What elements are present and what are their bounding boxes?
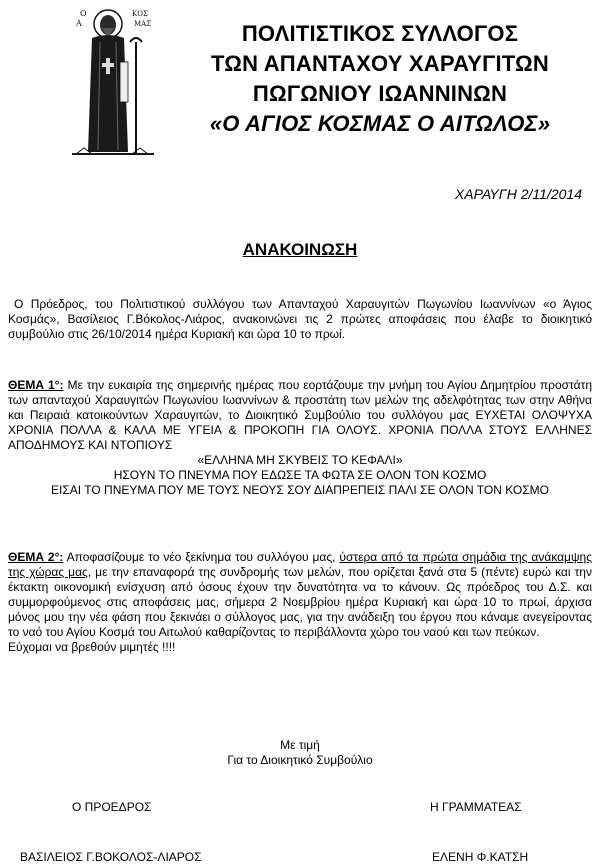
- saint-kosmas-icon: [62, 2, 162, 162]
- theme-1-section: [8, 378, 592, 498]
- theme-1-quote-1: «ΕΛΛΗΝΑ ΜΗ ΣΚΥΒΕΙΣ ΤΟ ΚΕΦΑΛΙ»: [197, 453, 403, 467]
- theme-2-text-underlined: ύστερα από τα πρώτα σημάδια της ανάκαμψης της χώρας μας: [8, 550, 592, 579]
- header-line-3: ΠΩΓΩΝΙΟΥ ΙΩΑΝΝΙΝΩΝ: [252, 81, 508, 106]
- header-line-1: ΠΟΛΙΤΙΣΤΙΚΟΣ ΣΥΛΛΟΓΟΣ: [241, 21, 519, 46]
- closing-block: [0, 738, 600, 768]
- theme-1-quote-3: ΕΙΣΑΙ ΤΟ ΠΝΕΥΜΑ ΠΟΥ ΜΕ ΤΟΥΣ ΝΕΟΥΣ ΣΟΥ ΔΙΑΠΡΕΠΕΙΣ ΠΑΛΙ ΣΕ ΟΛΟΝ ΤΟΝ ΚΟΣΜΟ: [51, 483, 549, 497]
- intro-text: Ο Πρόεδρος, του Πολιτιστικού συλλόγου των Απανταχού Χαραυγιτών Πωγωνίου Ιωαννίνων «ο Άγιος Κοσμάς», Βασίλειος Γ.Βόκολος-Λιάρος, ανακοινώνει τις 2 πρώτες αποφάσεις που έλαβε το διοικητικό συμβούλιο στις 26/10/2014 ημέρα Κυριακή και ώρα 10 το πρωί.: [8, 297, 592, 341]
- closing-line-2: Για το Διοικητικό Συμβούλιο: [227, 753, 373, 767]
- theme-2-text-a: Αποφασίζουμε το νέο ξεκίνημα του συλλόγου μας,: [66, 550, 336, 564]
- svg-text:Ο: Ο: [80, 9, 87, 18]
- document-date: ΧΑΡΑΥΓΗ 2/11/2014: [454, 186, 582, 202]
- theme-2-section: [8, 550, 592, 655]
- theme-2-label: ΘΕΜΑ 2°:: [8, 550, 64, 564]
- secretary-title: Η ΓΡΑΜΜΑΤΕΑΣ: [430, 800, 522, 814]
- president-title: Ο ΠΡΟΕΔΡΟΣ: [72, 800, 152, 814]
- header-line-4: «Ο ΑΓΙΟΣ ΚΟΣΜΑΣ Ο ΑΙΤΩΛΟΣ»: [209, 111, 551, 136]
- theme-1-label: ΘΕΜΑ 1°:: [8, 378, 64, 392]
- theme-2-closing-wish: Εύχομαι να βρεθούν μιμητές !!!!: [8, 640, 176, 654]
- theme-2-text-b: , με την επαναφορά της συνδρομής των μελών, που ορίζεται ξανά στα 5 (πέντε) ευρώ και την έκτακτη οικονομική ενίσχυση από όσους έχουν την δυνατότητα να το κάνουν. Ως πρόεδρος του Δ.Σ. και συμμορφούμενος στις αποφάσεις μας, σήμερα 2 Νοεμβρίου ημέρα Κυριακή και ώρα 10 το πρωί, άρχισα μόνος μου την νέα φάση που ξεκινάει ο σύλλογος μας, για την ανάδειξη του έργου που κάναμε ανεγείροντας το ναό του Αγίου Κοσμά του Αιτωλού καθαρίζοντας το περιβάλλοντα χώρο του ναού και των πεύκων.: [8, 565, 592, 639]
- theme-1-text: Με την ευκαιρία της σημερινής ημέρας που εορτάζουμε την μνήμη του Αγίου Δημητρίου προστάτη των απανταχού Χαραυγιτών Πωγωνίου Ιωαννίνων & προστάτη των μελών της αδελφότητας των στην Αθήνα και Πειραιά κατοικούντων Χαραυγιτών, το Διοικητικό Συμβούλιο του συλλόγου μας ΕΥΧΕΤΑΙ ΟΛΟΨΥΧΑ ΧΡΟΝΙΑ ΠΟΛΛΑ & ΚΑΛΑ ΜΕ ΥΓΕΙΑ & ΠΡΟΚΟΠΗ ΓΙΑ ΟΛΟΥΣ. ΧΡΟΝΙΑ ΠΟΛΛΑ ΣΤΟΥΣ ΕΛΛΗΝΕΣ ΑΠΟΔΗΜΟΥΣ ΚΑΙ ΝΤΟΠΙΟΥΣ: [8, 378, 592, 452]
- announcement-title: ΑΝΑΚΟΙΝΩΣΗ: [242, 240, 358, 259]
- president-name: ΒΑΣΙΛΕΙΟΣ Γ.ΒΟΚΟΛΟΣ-ΛΙΑΡΟΣ: [20, 850, 202, 864]
- theme-1-quote-2: ΗΣΟΥΝ ΤΟ ΠΝΕΥΜΑ ΠΟΥ ΕΔΩΣΕ ΤΑ ΦΩΤΑ ΣΕ ΟΛΟΝ ΤΟΝ ΚΟΣΜΟ: [113, 468, 487, 482]
- svg-text:ΚΟΣ: ΚΟΣ: [132, 10, 148, 18]
- secretary-name: ΕΛΕΝΗ Φ.ΚΑΤΣΗ: [432, 850, 529, 864]
- intro-paragraph: [8, 297, 592, 342]
- svg-text:Α: Α: [76, 19, 82, 28]
- header-line-2: ΤΩΝ ΑΠΑΝΤΑΧΟΥ ΧΑΡΑΥΓΙΤΩΝ: [211, 51, 549, 76]
- svg-text:ΜΑΣ: ΜΑΣ: [134, 20, 152, 28]
- closing-line-1: Με τιμή: [280, 738, 320, 752]
